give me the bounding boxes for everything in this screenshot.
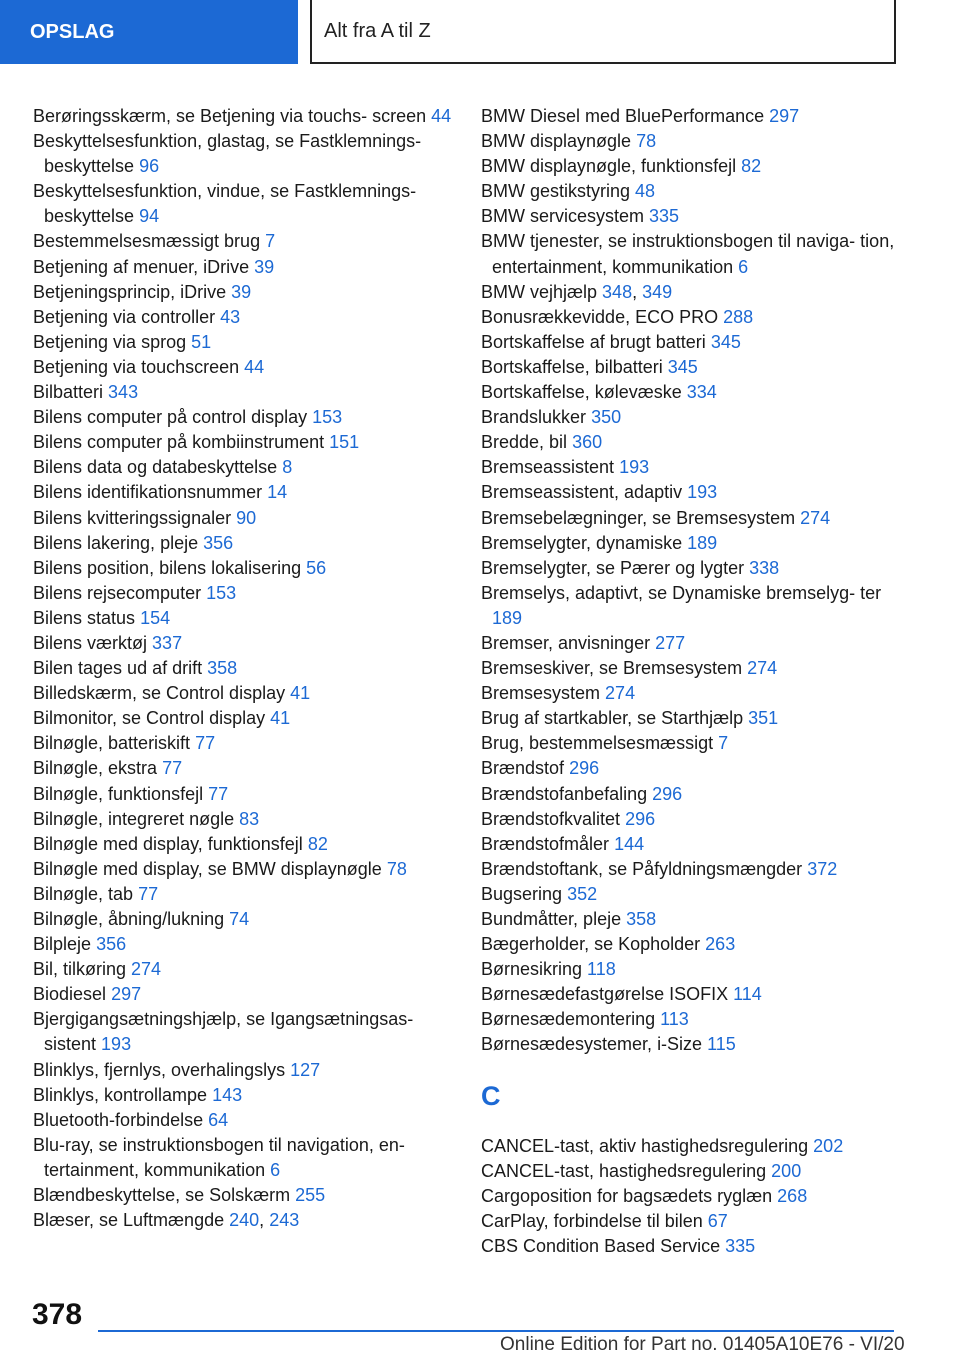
page-reference-link[interactable]: 64 xyxy=(208,1109,229,1130)
index-term: Bilens kvitteringssignaler xyxy=(33,507,232,528)
page-reference-link[interactable]: 277 xyxy=(655,632,686,653)
page-reference-link[interactable]: 77 xyxy=(162,758,183,779)
page-reference-link[interactable]: 189 xyxy=(492,607,523,628)
index-term: Berøringsskærm, se Betjening via touchs‐ screen xyxy=(33,106,427,126)
index-entry xyxy=(33,104,463,129)
index-term: Bremsebelægninger, se Bremsesystem xyxy=(481,507,796,528)
index-entry xyxy=(33,706,463,731)
page-reference-link[interactable]: 74 xyxy=(229,909,250,929)
page-reference-link[interactable]: 351 xyxy=(748,708,779,729)
index-term: Bundmåtter, pleje xyxy=(481,909,622,929)
index-term: Bilens computer på kombiinstrument xyxy=(33,432,325,453)
index-entry xyxy=(481,330,901,355)
index-term: CANCEL-tast, aktiv hastighedsregulering xyxy=(481,1135,809,1156)
page-reference-link[interactable]: 39 xyxy=(231,281,252,302)
page-reference-link[interactable]: 154 xyxy=(140,607,171,628)
index-term: Betjening via controller xyxy=(33,306,216,327)
index-term: Bluetooth-forbindelse xyxy=(33,1109,204,1130)
page-reference-link[interactable]: 83 xyxy=(239,808,260,829)
index-entry xyxy=(481,581,901,631)
page-reference-link[interactable]: 153 xyxy=(206,582,237,603)
page-reference-link[interactable]: 268 xyxy=(777,1185,808,1206)
page-reference-link[interactable]: 335 xyxy=(725,1235,756,1256)
index-term: Bilens position, bilens lokalisering xyxy=(33,557,302,578)
page-number: 378 xyxy=(32,1298,83,1331)
page-reference-link[interactable]: 56 xyxy=(306,557,327,578)
page-reference-link[interactable]: 6 xyxy=(270,1159,281,1180)
index-entry xyxy=(481,1007,901,1032)
page-reference-link[interactable]: 348 xyxy=(602,281,633,302)
index-entry xyxy=(33,932,463,957)
index-term: Bilnøgle, funktionsfejl xyxy=(33,783,204,804)
page-reference-link[interactable]: 144 xyxy=(614,833,645,854)
index-entry xyxy=(33,229,463,254)
index-entry xyxy=(33,631,463,656)
index-entry xyxy=(33,1058,463,1083)
page-reference-link[interactable]: 200 xyxy=(771,1160,802,1181)
index-term: Blu-ray, se instruktionsbogen til navigation, en‐ tertainment, kommunikation xyxy=(33,1134,405,1180)
index-term: Bilens identifikationsnummer xyxy=(33,482,263,503)
index-column-right xyxy=(481,104,901,1259)
index-entry xyxy=(33,857,463,882)
index-term: Bremseskiver, se Bremsesystem xyxy=(481,658,743,679)
index-entry xyxy=(481,129,901,154)
index-entry xyxy=(481,480,901,505)
index-entry xyxy=(481,731,901,756)
index-entry xyxy=(33,305,463,330)
index-entry xyxy=(481,857,901,882)
index-entry xyxy=(481,531,901,556)
index-entry xyxy=(481,782,901,807)
page-reference-link[interactable]: 356 xyxy=(203,532,234,553)
index-term: Brændstofmåler xyxy=(481,833,610,854)
page-reference-link[interactable]: 263 xyxy=(705,934,736,955)
index-entry xyxy=(33,506,463,531)
page-reference-link[interactable]: 255 xyxy=(295,1185,326,1206)
index-term: Bægerholder, se Kopholder xyxy=(481,934,701,955)
index-entry xyxy=(481,1184,901,1209)
index-entry xyxy=(33,882,463,907)
index-entry xyxy=(33,1133,463,1183)
index-term: Bilnøgle, åbning/lukning xyxy=(33,909,225,929)
index-entry xyxy=(481,229,901,279)
index-term: Betjeningsprincip, iDrive xyxy=(33,281,227,302)
page-reference-link[interactable]: 343 xyxy=(108,382,139,403)
index-entry xyxy=(481,380,901,405)
index-entry xyxy=(481,832,901,857)
index-term: Beskyttelsesfunktion, glastag, se Fastklemnings‐ beskyttelse xyxy=(33,131,422,177)
index-term: Børnesædefastgørelse ISOFIX xyxy=(481,984,729,1005)
index-term: BMW Diesel med BluePerformance xyxy=(481,106,765,126)
index-entry xyxy=(481,756,901,781)
index-term: Bil, tilkøring xyxy=(33,959,127,980)
index-term: Børnesædesystemer, i-Size xyxy=(481,1034,703,1055)
index-term: CarPlay, forbindelse til bilen xyxy=(481,1210,703,1231)
index-entry xyxy=(481,957,901,982)
index-entry xyxy=(481,104,901,129)
index-entry xyxy=(481,455,901,480)
page-reference-link[interactable]: 8 xyxy=(282,457,293,478)
index-term: Bremselys, adaptivt, se Dynamiske bremselyg‐ ter xyxy=(481,582,882,603)
index-entry xyxy=(481,681,901,706)
page-reference-link[interactable]: 7 xyxy=(265,231,276,252)
index-entry xyxy=(481,556,901,581)
index-entry xyxy=(481,204,901,229)
index-entry: BMW vejhjælp 348, 349 xyxy=(481,281,673,302)
index-term: Bremselygter, se Pærer og lygter xyxy=(481,557,745,578)
index-entry xyxy=(481,355,901,380)
index-term: Beskyttelsesfunktion, vindue, se Fastklemnings‐ beskyttelse xyxy=(33,181,417,227)
index-term: Blæser, se Luftmængde xyxy=(33,1210,225,1231)
index-entry xyxy=(481,706,901,731)
index-entry xyxy=(33,756,463,781)
page-reference-link[interactable]: 296 xyxy=(569,758,600,779)
index-term: Brug af startkabler, se Starthjælp xyxy=(481,708,744,729)
index-entry xyxy=(33,280,463,305)
page-reference-link[interactable]: 118 xyxy=(587,959,616,980)
index-entry xyxy=(481,405,901,430)
index-term: Bremseassistent xyxy=(481,457,615,478)
page-reference-link[interactable]: 297 xyxy=(769,106,800,126)
index-term: Bilnøgle, integreret nøgle xyxy=(33,808,235,829)
index-term: Bilbatteri xyxy=(33,382,104,403)
page-reference-link[interactable]: 77 xyxy=(195,733,216,754)
index-entry xyxy=(33,807,463,832)
index-term: BMW servicesystem xyxy=(481,206,645,227)
index-entry xyxy=(33,1108,463,1133)
page-reference-link[interactable]: 44 xyxy=(431,106,452,126)
index-term: Bilens computer på control display xyxy=(33,407,308,428)
page-reference-link[interactable]: 202 xyxy=(813,1135,844,1156)
page-reference-link[interactable]: 193 xyxy=(101,1034,132,1055)
index-entry xyxy=(33,581,463,606)
index-entry xyxy=(33,1007,463,1057)
index-term: CANCEL-tast, hastighedsregulering xyxy=(481,1160,767,1181)
index-entry xyxy=(33,430,463,455)
index-term: Betjening via touchscreen xyxy=(33,356,240,377)
page-reference-link[interactable]: 372 xyxy=(807,858,838,879)
index-entry xyxy=(481,807,901,832)
index-term: Bremseassistent, adaptiv xyxy=(481,482,683,503)
index-term: Bremselygter, dynamiske xyxy=(481,532,683,553)
index-entry xyxy=(33,455,463,480)
page-reference-link[interactable]: 350 xyxy=(591,407,622,428)
index-entry xyxy=(33,405,463,430)
index-term: BMW displaynøgle xyxy=(481,131,632,152)
page-reference-link[interactable]: 345 xyxy=(710,331,741,352)
page-reference-link[interactable]: 113 xyxy=(660,1009,689,1030)
index-entry xyxy=(33,179,463,229)
index-entry xyxy=(33,330,463,355)
page-reference-link[interactable]: 143 xyxy=(212,1084,243,1105)
index-term: BMW vejhjælp xyxy=(481,281,598,302)
page-reference-link[interactable]: 77 xyxy=(138,883,159,904)
chapter-title: Alt fra A til Z xyxy=(310,0,896,64)
page-reference-link[interactable]: 189 xyxy=(687,532,718,553)
page-reference-link[interactable]: 296 xyxy=(652,783,683,804)
index-term: Børnesikring xyxy=(481,959,583,980)
index-entry: Blæser, se Luftmængde 240, 243 xyxy=(33,1210,300,1231)
page-reference-link[interactable]: 78 xyxy=(636,131,657,152)
footer-edition: Online Edition for Part no. 01405A10E76 - VI/20 xyxy=(500,1334,905,1355)
page-reference-link[interactable]: 240 xyxy=(229,1210,260,1231)
index-term: Bugsering xyxy=(481,883,563,904)
page-reference-link[interactable]: 274 xyxy=(747,658,778,679)
page-reference-link[interactable]: 193 xyxy=(687,482,718,503)
index-term: Bilnøgle, tab xyxy=(33,883,134,904)
index-entry xyxy=(33,556,463,581)
index-entry xyxy=(481,1234,901,1259)
page-reference-link[interactable]: 335 xyxy=(649,206,680,227)
index-entry xyxy=(33,1183,463,1208)
index-term: Bilnøgle, batteriskift xyxy=(33,733,191,754)
index-term: Bredde, bil xyxy=(481,432,568,453)
page-reference-link[interactable]: 48 xyxy=(635,181,656,202)
index-term: Billedskærm, se Control display xyxy=(33,683,286,704)
page-reference-link[interactable]: 358 xyxy=(207,658,238,679)
page-reference-link[interactable]: 338 xyxy=(749,557,780,578)
index-term: Brændstoftank, se Påfyldningsmængder xyxy=(481,858,803,879)
index-entry xyxy=(33,731,463,756)
page-reference-link[interactable]: 44 xyxy=(244,356,265,377)
index-entry xyxy=(33,1083,463,1108)
index-term: Bilpleje xyxy=(33,934,92,955)
index-entry xyxy=(33,907,463,932)
index-entry xyxy=(481,305,901,330)
page-reference-link[interactable]: 356 xyxy=(96,934,127,955)
section-letter-heading: C xyxy=(481,1080,501,1111)
index-column-left xyxy=(33,104,463,1233)
index-term: Bilens værktøj xyxy=(33,632,148,653)
index-entry xyxy=(33,380,463,405)
page-reference-link[interactable]: 274 xyxy=(131,959,162,980)
index-entry xyxy=(33,129,463,179)
page-reference-link[interactable]: 337 xyxy=(152,632,183,653)
index-entry xyxy=(33,255,463,280)
page-reference-link[interactable]: 153 xyxy=(312,407,343,428)
index-term: Bilens status xyxy=(33,607,136,628)
page-reference-link[interactable]: 345 xyxy=(667,356,698,377)
index-entry xyxy=(481,1032,901,1057)
footer-rule xyxy=(98,1330,894,1332)
index-term: Bortskaffelse af brugt batteri xyxy=(481,331,706,352)
index-term: Betjening af menuer, iDrive xyxy=(33,256,250,277)
page-reference-link[interactable]: 274 xyxy=(800,507,831,528)
page-reference-link[interactable]: 6 xyxy=(738,256,749,277)
index-entry xyxy=(481,1209,901,1234)
index-entry xyxy=(481,179,901,204)
index-term: Betjening via sprog xyxy=(33,331,187,352)
index-term: Blinklys, fjernlys, overhalingslys xyxy=(33,1059,286,1080)
section-tab: OPSLAG xyxy=(0,0,298,64)
index-term: Bilnøgle med display, se BMW displaynøgle xyxy=(33,858,382,879)
page-reference-link[interactable]: 360 xyxy=(572,432,603,453)
index-entry xyxy=(481,631,901,656)
index-term: Bonusrækkevidde, ECO PRO xyxy=(481,306,719,327)
index-entry xyxy=(33,782,463,807)
index-term: Bilens rejsecomputer xyxy=(33,582,202,603)
page-reference-link[interactable]: 296 xyxy=(625,808,656,829)
page-reference-link[interactable]: 352 xyxy=(567,883,598,904)
page-reference-link[interactable]: 14 xyxy=(267,482,288,503)
index-entry xyxy=(33,480,463,505)
page-reference-link[interactable]: 288 xyxy=(723,306,754,327)
page-reference-link[interactable]: 114 xyxy=(733,984,762,1005)
index-entry xyxy=(481,430,901,455)
index-term: Bremser, anvisninger xyxy=(481,632,651,653)
index-term: BMW tjenester, se instruktionsbogen til naviga‐ tion, entertainment, kommunikation xyxy=(481,231,895,277)
page-reference-link[interactable]: 358 xyxy=(626,909,657,929)
index-term: BMW gestikstyring xyxy=(481,181,631,202)
index-entry xyxy=(33,656,463,681)
index-term: Cargoposition for bagsædets ryglæn xyxy=(481,1185,773,1206)
page-reference-link[interactable]: 127 xyxy=(290,1059,321,1080)
index-term: Brændstofanbefaling xyxy=(481,783,648,804)
index-entry xyxy=(481,932,901,957)
index-entry xyxy=(481,1159,901,1184)
index-term: Blinklys, kontrollampe xyxy=(33,1084,208,1105)
index-entry xyxy=(481,1134,901,1159)
page-reference-link[interactable]: 82 xyxy=(307,833,328,854)
index-term: BMW displaynøgle, funktionsfejl xyxy=(481,156,737,177)
index-entry xyxy=(481,506,901,531)
page-reference-link[interactable]: 349 xyxy=(642,281,673,302)
index-term: Børnesædemontering xyxy=(481,1009,656,1030)
page-reference-link[interactable]: 41 xyxy=(290,683,311,704)
page-reference-link[interactable]: 82 xyxy=(741,156,762,177)
index-term: Bilen tages ud af drift xyxy=(33,658,203,679)
index-entry xyxy=(33,982,463,1007)
page-reference-link[interactable]: 151 xyxy=(329,432,360,453)
page-reference-link[interactable]: 39 xyxy=(254,256,275,277)
index-entry xyxy=(33,681,463,706)
index-term: Bortskaffelse, kølevæske xyxy=(481,382,682,403)
page-reference-link[interactable]: 43 xyxy=(220,306,241,327)
index-term: Biodiesel xyxy=(33,984,107,1005)
index-term: Bremsesystem xyxy=(481,683,601,704)
page-reference-link[interactable]: 334 xyxy=(686,382,717,403)
page-reference-link[interactable]: 51 xyxy=(191,331,212,352)
page-reference-link[interactable]: 274 xyxy=(605,683,636,704)
page-reference-link[interactable]: 297 xyxy=(111,984,142,1005)
index-term: Brændstofkvalitet xyxy=(481,808,621,829)
index-term: Brug, bestemmelsesmæssigt xyxy=(481,733,714,754)
index-entry xyxy=(481,907,901,932)
page-reference-link[interactable]: 115 xyxy=(707,1034,736,1055)
index-term: Bjergigangsætningshjælp, se Igangsætningsas‐ sistent xyxy=(33,1009,414,1055)
index-entry xyxy=(481,882,901,907)
index-term: Bestemmelsesmæssigt brug xyxy=(33,231,261,252)
page-reference-link[interactable]: 243 xyxy=(269,1210,300,1231)
index-entry xyxy=(33,531,463,556)
index-term: Bortskaffelse, bilbatteri xyxy=(481,356,663,377)
index-term: Bilmonitor, se Control display xyxy=(33,708,266,729)
page-reference-link[interactable]: 7 xyxy=(718,733,729,754)
index-entry xyxy=(33,606,463,631)
index-term: Bilnøgle, ekstra xyxy=(33,758,158,779)
index-term: Bilens data og databeskyttelse xyxy=(33,457,278,478)
index-entry xyxy=(33,957,463,982)
index-entry xyxy=(33,832,463,857)
index-entry xyxy=(481,656,901,681)
index-term: CBS Condition Based Service xyxy=(481,1235,721,1256)
index-term: Bilens lakering, pleje xyxy=(33,532,199,553)
page-reference-link[interactable]: 90 xyxy=(236,507,257,528)
index-entry xyxy=(481,154,901,179)
index-term: Blændbeskyttelse, se Solskærm xyxy=(33,1185,291,1206)
page-reference-link[interactable]: 41 xyxy=(270,708,291,729)
index-entry xyxy=(33,355,463,380)
index-term: Brandslukker xyxy=(481,407,587,428)
page-reference-link[interactable]: 78 xyxy=(386,858,407,879)
page-reference-link[interactable]: 94 xyxy=(139,206,160,227)
index-entry xyxy=(481,982,901,1007)
page-reference-link[interactable]: 77 xyxy=(208,783,229,804)
index-term: Brændstof xyxy=(481,758,565,779)
page-reference-link[interactable]: 67 xyxy=(707,1210,728,1231)
page-reference-link[interactable]: 193 xyxy=(619,457,650,478)
index-term: Bilnøgle med display, funktionsfejl xyxy=(33,833,303,854)
page-reference-link[interactable]: 96 xyxy=(139,156,160,177)
